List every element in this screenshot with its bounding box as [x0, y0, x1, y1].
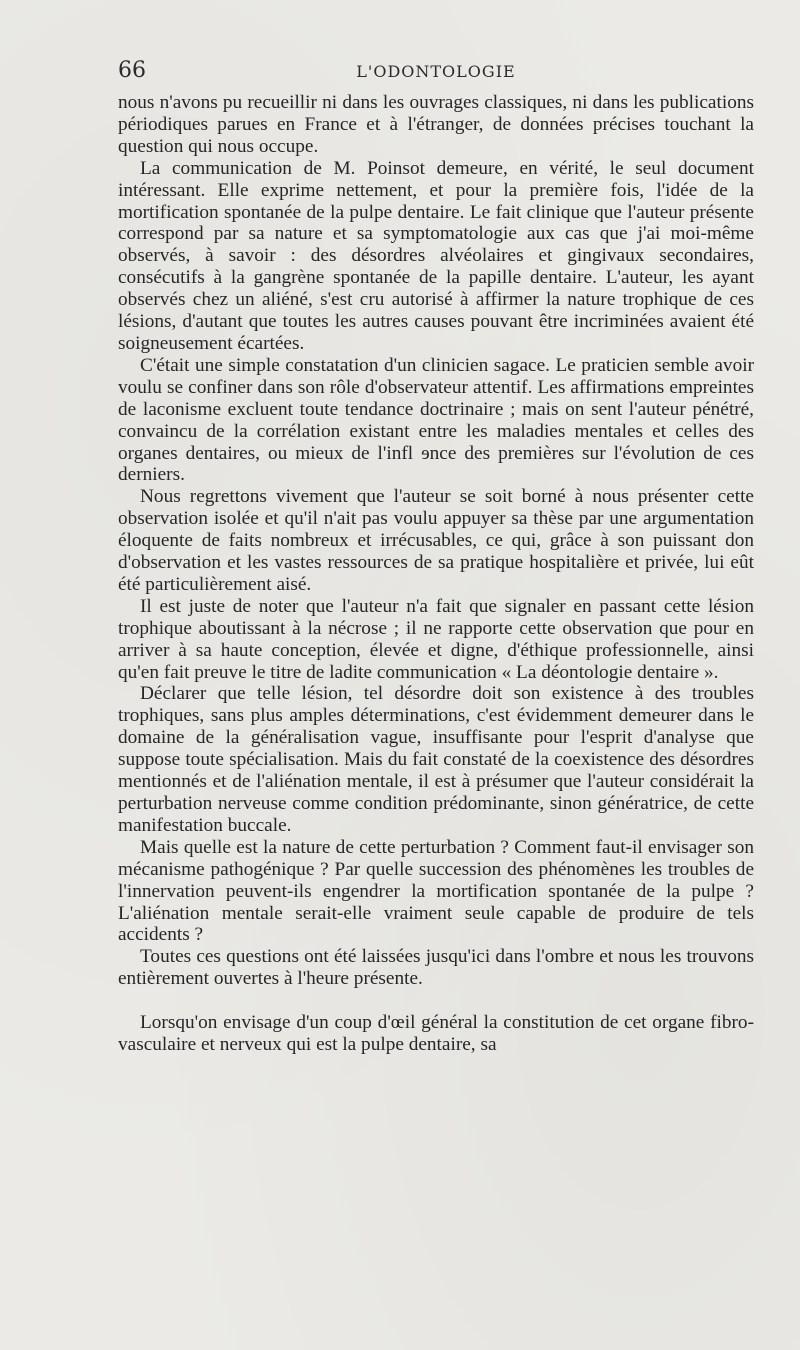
body-text [118, 92, 754, 1056]
paragraph: La communication de M. Poinsot demeure, en vérité, le seul document intéressant. Elle exprime nettement, et pour la première fois, l'idée de la mortification spontanée de la pulpe dentaire. Le fait clinique que l'auteur présente correspond par sa nature et sa symptomatologie aux cas que j'ai moi-même observés, à savoir : des désordres alvéolaires et gingivaux secondaires, consécutifs à la gangrène spontanée de la papille dentaire. L'auteur, les ayant observés chez un aliéné, s'est cru autorisé à affirmer la nature trophique de ces lésions, d'autant que toutes les autres causes pouvant être incriminées avaient été soigneusement écartées. [118, 157, 754, 354]
page-number: 66 [118, 58, 146, 83]
journal-title: L'ODONTOLOGIE [356, 62, 516, 81]
paragraph: nous n'avons pu recueillir ni dans les ouvrages classiques, ni dans les publications périodiques parues en France et à l'étranger, de données précises touchant la question qui nous occupe. [118, 92, 754, 157]
paragraph: Toutes ces questions ont été laissées jusqu'ici dans l'ombre et nous les trouvons entièrement ouvertes à l'heure présente. [118, 946, 754, 990]
paragraph: Nous regrettons vivement que l'auteur se soit borné à nous présenter cette observation isolée et qu'il n'ait pas voulu appuyer sa thèse par une argumentation éloquente de faits nombreux et irrécusables, ce qui, grâce à son puissant don d'observation et les vastes ressources de sa pratique hospitalière et privée, lui eût été particulièrement aisé. [118, 486, 754, 595]
running-head [118, 58, 754, 88]
paragraph: C'était une simple constatation d'un clinicien sagace. Le praticien semble avoir voulu se confiner dans son rôle d'observateur attentif. Les affirmations empreintes de laconisme excluent toute tendance doctrinaire ; mais on sent l'auteur pénétré, convaincu de la corrélation existant entre les maladies mentales et celles des organes dentaires, ou mieux de l'infl ɘnce des premières sur l'évolution de ces derniers. [118, 354, 754, 486]
paragraph: Mais quelle est la nature de cette perturbation ? Comment faut-il envisager son mécanisme pathogénique ? Par quelle succession des phénomènes les troubles de l'innervation peuvent-ils engendrer la mortification spontanée de la pulpe ? L'aliénation mentale serait-elle vraiment seule capable de produire de tels accidents ? [118, 836, 754, 946]
paragraph: Déclarer que telle lésion, tel désordre doit son existence à des troubles trophiques, sans plus amples déterminations, c'est évidemment demeurer dans le domaine de la généralisation vague, insuffisante pour l'esprit d'analyse que suppose toute spécialisation. Mais du fait constaté de la coexistence des désordres mentionnés et de l'aliénation mentale, il est à présumer que l'auteur considérait la perturbation nerveuse comme condition prédominante, sinon génératrice, de cette manifestation buccale. [118, 683, 754, 836]
paragraph: Il est juste de noter que l'auteur n'a fait que signaler en passant cette lésion trophique aboutissant à la nécrose ; il ne rapporte cette observation que pour en arriver à sa haute conception, élevée et digne, d'éthique professionnelle, ainsi qu'en fait preuve le titre de ladite communication « La déontologie dentaire ». [118, 595, 754, 683]
paragraph: Lorsqu'on envisage d'un coup d'œil général la constitution de cet organe fibro-vasculaire et nerveux qui est la pulpe dentaire, sa [118, 1012, 754, 1056]
